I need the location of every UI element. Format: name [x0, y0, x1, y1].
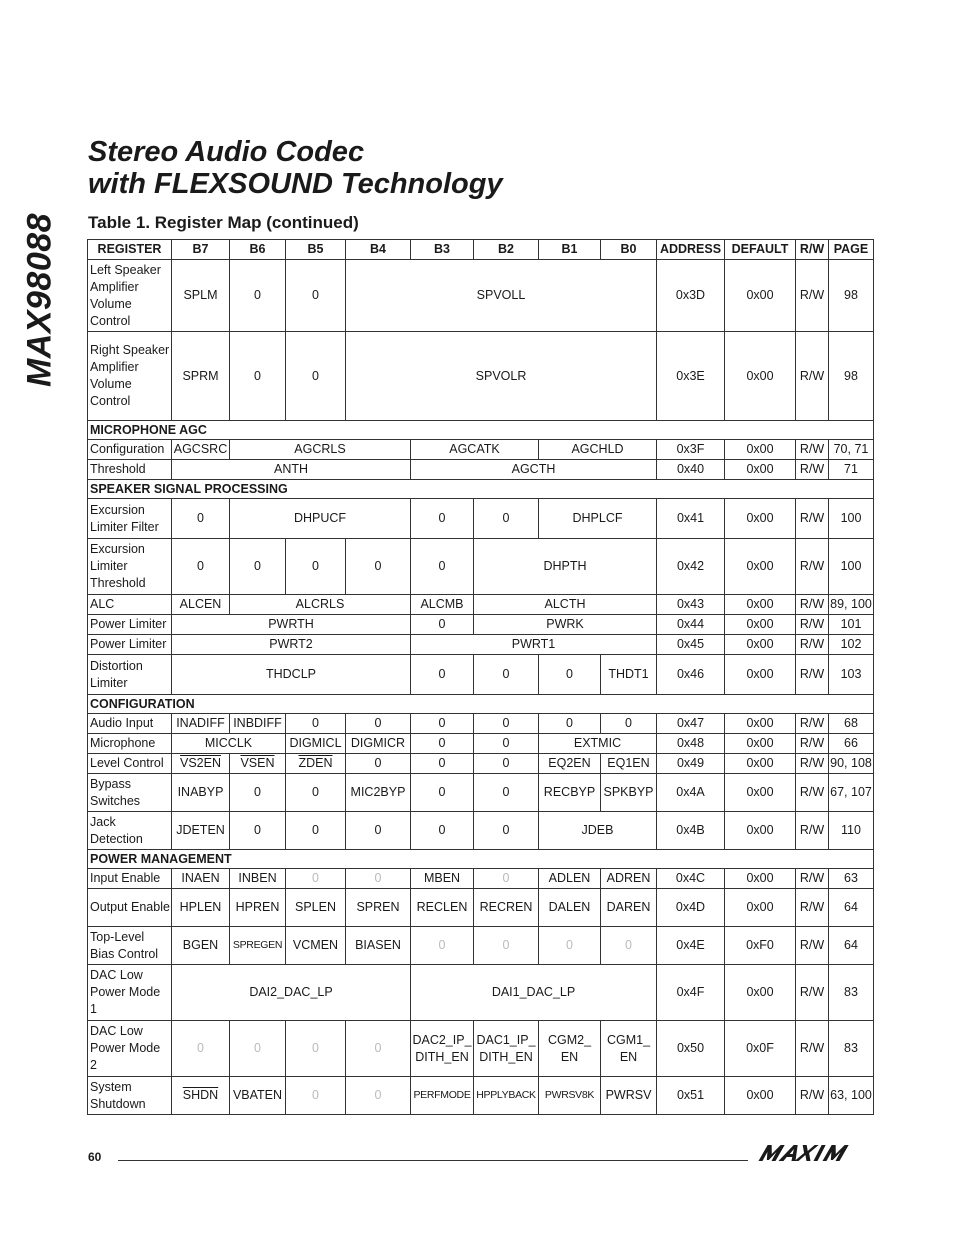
- register-name-cell: Excursion Limiter Filter: [88, 499, 172, 539]
- register-cell: INABYP: [172, 774, 230, 812]
- register-cell: JDETEN: [172, 812, 230, 850]
- column-header-b6: B6: [230, 240, 286, 260]
- column-header-page: PAGE: [829, 240, 874, 260]
- register-cell: 0: [539, 714, 601, 734]
- register-cell: 68: [829, 714, 874, 734]
- side-title: [12, 210, 68, 390]
- register-cell: 0: [346, 714, 411, 734]
- register-cell: 0x46: [657, 655, 725, 695]
- register-cell: 0x3D: [657, 260, 725, 332]
- register-cell: 0: [474, 655, 539, 695]
- register-cell: 0x00: [725, 460, 796, 480]
- register-cell: 0: [346, 1077, 411, 1115]
- register-cell: 100: [829, 539, 874, 595]
- register-cell: SPKBYP: [601, 774, 657, 812]
- register-name-cell: Microphone: [88, 734, 172, 754]
- register-cell: 0: [286, 774, 346, 812]
- register-cell: R/W: [796, 812, 829, 850]
- register-cell: PWRSV8K: [539, 1077, 601, 1115]
- section-heading: POWER MANAGEMENT: [88, 850, 874, 869]
- register-cell: BGEN: [172, 927, 230, 965]
- register-cell: R/W: [796, 927, 829, 965]
- register-cell: 0x00: [725, 774, 796, 812]
- register-cell: 0: [411, 734, 474, 754]
- register-cell: 0x00: [725, 260, 796, 332]
- register-cell: 0x3F: [657, 440, 725, 460]
- register-name-cell: Excursion Limiter Threshold: [88, 539, 172, 595]
- section-row: [88, 695, 874, 714]
- register-cell: 0: [474, 754, 539, 774]
- register-cell: ADREN: [601, 869, 657, 889]
- register-cell: 0x3E: [657, 332, 725, 421]
- register-name-cell: Output Enable: [88, 889, 172, 927]
- register-cell: 0: [411, 615, 474, 635]
- register-cell: 0: [474, 499, 539, 539]
- register-cell: DALEN: [539, 889, 601, 927]
- register-cell: 0: [286, 1021, 346, 1077]
- register-cell: DHPUCF: [230, 499, 411, 539]
- register-cell: SPREGEN: [230, 927, 286, 965]
- register-cell: SPVOLR: [346, 332, 657, 421]
- register-cell: HPREN: [230, 889, 286, 927]
- register-cell: R/W: [796, 965, 829, 1021]
- register-cell: AGCTH: [411, 460, 657, 480]
- section-row: [88, 480, 874, 499]
- register-cell: RECBYP: [539, 774, 601, 812]
- register-cell: R/W: [796, 460, 829, 480]
- register-cell: R/W: [796, 499, 829, 539]
- register-row: [88, 260, 874, 332]
- register-cell: R/W: [796, 539, 829, 595]
- register-cell: 0x00: [725, 1077, 796, 1115]
- register-cell: 110: [829, 812, 874, 850]
- register-cell: 0x41: [657, 499, 725, 539]
- register-cell: 63: [829, 869, 874, 889]
- register-cell: 0: [539, 655, 601, 695]
- document-title-line-1: Stereo Audio Codec: [88, 136, 365, 168]
- register-cell: 0x43: [657, 595, 725, 615]
- register-row: [88, 714, 874, 734]
- section-row: [88, 421, 874, 440]
- register-cell: SPLM: [172, 260, 230, 332]
- register-name-cell: Left Speaker Amplifier Volume Control: [88, 260, 172, 332]
- register-cell: 0: [286, 869, 346, 889]
- register-cell: VCMEN: [286, 927, 346, 965]
- register-cell: RECREN: [474, 889, 539, 927]
- register-cell: ZDEN: [286, 754, 346, 774]
- register-cell: 0: [286, 1077, 346, 1115]
- register-cell: CGM1_ EN: [601, 1021, 657, 1077]
- register-cell: 64: [829, 889, 874, 927]
- register-name-cell: Level Control: [88, 754, 172, 774]
- document-title-line-2: with FLEXSOUND Technology: [88, 168, 503, 200]
- register-name-cell: Power Limiter: [88, 615, 172, 635]
- register-cell: 0x00: [725, 655, 796, 695]
- register-cell: 101: [829, 615, 874, 635]
- register-cell: VSEN: [230, 754, 286, 774]
- register-cell: 103: [829, 655, 874, 695]
- register-cell: PWRTH: [172, 615, 411, 635]
- register-cell: 0x50: [657, 1021, 725, 1077]
- register-cell: DAC1_IP_ DITH_EN: [474, 1021, 539, 1077]
- register-cell: MBEN: [411, 869, 474, 889]
- register-cell: EXTMIC: [539, 734, 657, 754]
- register-cell: HPPLYBACK: [474, 1077, 539, 1115]
- register-cell: MIC2BYP: [346, 774, 411, 812]
- register-cell: MICCLK: [172, 734, 286, 754]
- register-cell: R/W: [796, 615, 829, 635]
- register-cell: PWRK: [474, 615, 657, 635]
- register-cell: VBATEN: [230, 1077, 286, 1115]
- register-row: [88, 927, 874, 965]
- register-cell: R/W: [796, 655, 829, 695]
- register-row: [88, 734, 874, 754]
- register-cell: PWRT2: [172, 635, 411, 655]
- register-cell: 0: [411, 927, 474, 965]
- register-cell: JDEB: [539, 812, 657, 850]
- register-cell: PWRT1: [411, 635, 657, 655]
- register-cell: DHPLCF: [539, 499, 657, 539]
- register-cell: DHPTH: [474, 539, 657, 595]
- column-header-address: ADDRESS: [657, 240, 725, 260]
- column-header-default: DEFAULT: [725, 240, 796, 260]
- register-cell: 64: [829, 927, 874, 965]
- register-cell: 0: [474, 869, 539, 889]
- register-name-cell: ALC: [88, 595, 172, 615]
- register-cell: 0x00: [725, 734, 796, 754]
- register-cell: 0x44: [657, 615, 725, 635]
- register-cell: 0: [346, 539, 411, 595]
- register-cell: INAEN: [172, 869, 230, 889]
- register-cell: 0x49: [657, 754, 725, 774]
- register-cell: DAI2_DAC_LP: [172, 965, 411, 1021]
- register-cell: 89, 100: [829, 595, 874, 615]
- register-cell: 0x00: [725, 714, 796, 734]
- register-cell: 0: [539, 927, 601, 965]
- register-cell: CGM2_ EN: [539, 1021, 601, 1077]
- register-cell: 0x4F: [657, 965, 725, 1021]
- register-cell: 0: [411, 774, 474, 812]
- register-row: [88, 965, 874, 1021]
- document-title: [88, 136, 788, 200]
- register-cell: 0: [474, 812, 539, 850]
- register-cell: 98: [829, 260, 874, 332]
- register-name-cell: Jack Detection: [88, 812, 172, 850]
- register-name-cell: Configuration: [88, 440, 172, 460]
- register-cell: 0: [230, 539, 286, 595]
- register-cell: 0x45: [657, 635, 725, 655]
- register-cell: 0: [286, 260, 346, 332]
- register-cell: 0x00: [725, 889, 796, 927]
- register-cell: 0x00: [725, 595, 796, 615]
- register-cell: HPLEN: [172, 889, 230, 927]
- register-row: [88, 615, 874, 635]
- register-cell: 0x00: [725, 615, 796, 635]
- register-cell: ANTH: [172, 460, 411, 480]
- column-header-b2: B2: [474, 240, 539, 260]
- register-cell: 0: [286, 812, 346, 850]
- register-cell: INADIFF: [172, 714, 230, 734]
- register-cell: 0x4B: [657, 812, 725, 850]
- register-cell: DAREN: [601, 889, 657, 927]
- register-cell: 0: [601, 714, 657, 734]
- register-row: [88, 754, 874, 774]
- register-cell: DIGMICR: [346, 734, 411, 754]
- register-cell: R/W: [796, 635, 829, 655]
- register-cell: ALCTH: [474, 595, 657, 615]
- register-cell: R/W: [796, 734, 829, 754]
- register-cell: 0: [230, 332, 286, 421]
- column-header-b3: B3: [411, 240, 474, 260]
- page-number: 60: [88, 1150, 102, 1164]
- register-cell: AGCATK: [411, 440, 539, 460]
- register-name-cell: DAC Low Power Mode 1: [88, 965, 172, 1021]
- register-cell: 0x00: [725, 965, 796, 1021]
- table-title: Table 1. Register Map (continued): [88, 213, 359, 232]
- register-cell: R/W: [796, 440, 829, 460]
- register-cell: ADLEN: [539, 869, 601, 889]
- register-cell: 83: [829, 1021, 874, 1077]
- register-cell: EQ2EN: [539, 754, 601, 774]
- register-name-cell: Right Speaker Amplifier Volume Control: [88, 332, 172, 421]
- register-cell: 0: [346, 1021, 411, 1077]
- register-cell: R/W: [796, 714, 829, 734]
- column-header-b4: B4: [346, 240, 411, 260]
- register-cell: THDT1: [601, 655, 657, 695]
- section-heading: SPEAKER SIGNAL PROCESSING: [88, 480, 874, 499]
- register-cell: 0: [346, 869, 411, 889]
- register-cell: THDCLP: [172, 655, 411, 695]
- register-row: [88, 539, 874, 595]
- register-map-table: [87, 239, 874, 1115]
- register-cell: 0: [411, 655, 474, 695]
- register-cell: BIASEN: [346, 927, 411, 965]
- column-header-b5: B5: [286, 240, 346, 260]
- register-row: [88, 869, 874, 889]
- register-name-cell: DAC Low Power Mode 2: [88, 1021, 172, 1077]
- register-cell: ALCEN: [172, 595, 230, 615]
- register-cell: 0x4C: [657, 869, 725, 889]
- register-cell: R/W: [796, 754, 829, 774]
- register-cell: 67, 107: [829, 774, 874, 812]
- register-cell: 0: [230, 1021, 286, 1077]
- register-cell: SPVOLL: [346, 260, 657, 332]
- register-cell: SPLEN: [286, 889, 346, 927]
- register-row: [88, 499, 874, 539]
- register-cell: 0: [474, 774, 539, 812]
- register-cell: 0: [172, 1021, 230, 1077]
- register-cell: 0: [411, 499, 474, 539]
- register-row: [88, 1021, 874, 1077]
- register-row: [88, 812, 874, 850]
- register-cell: R/W: [796, 260, 829, 332]
- register-cell: SHDN: [172, 1077, 230, 1115]
- table-body: [88, 260, 874, 1115]
- register-cell: SPREN: [346, 889, 411, 927]
- register-name-cell: Distortion Limiter: [88, 655, 172, 695]
- register-cell: 0x40: [657, 460, 725, 480]
- register-cell: 0x42: [657, 539, 725, 595]
- register-cell: INBDIFF: [230, 714, 286, 734]
- register-row: [88, 460, 874, 480]
- register-cell: RECLEN: [411, 889, 474, 927]
- register-cell: 0x48: [657, 734, 725, 754]
- register-cell: 0x00: [725, 499, 796, 539]
- register-cell: EQ1EN: [601, 754, 657, 774]
- register-cell: 0: [411, 714, 474, 734]
- section-row: [88, 850, 874, 869]
- register-row: [88, 889, 874, 927]
- register-cell: 0x00: [725, 440, 796, 460]
- register-cell: 0x00: [725, 754, 796, 774]
- register-cell: R/W: [796, 332, 829, 421]
- register-cell: 102: [829, 635, 874, 655]
- register-cell: R/W: [796, 1077, 829, 1115]
- register-row: [88, 1077, 874, 1115]
- register-row: [88, 332, 874, 421]
- register-cell: 0: [474, 734, 539, 754]
- register-cell: 83: [829, 965, 874, 1021]
- register-cell: 71: [829, 460, 874, 480]
- register-cell: 66: [829, 734, 874, 754]
- column-header-b7: B7: [172, 240, 230, 260]
- register-row: [88, 655, 874, 695]
- register-cell: DAI1_DAC_LP: [411, 965, 657, 1021]
- register-row: [88, 595, 874, 615]
- register-cell: 100: [829, 499, 874, 539]
- maxim-logo-icon: [756, 1144, 868, 1162]
- register-name-cell: Audio Input: [88, 714, 172, 734]
- register-cell: AGCRLS: [230, 440, 411, 460]
- register-cell: PERFMODE: [411, 1077, 474, 1115]
- register-cell: 0: [230, 774, 286, 812]
- register-cell: 0x00: [725, 812, 796, 850]
- register-cell: 0x4E: [657, 927, 725, 965]
- register-name-cell: System Shutdown: [88, 1077, 172, 1115]
- table-header-row: [88, 240, 874, 260]
- register-cell: 0: [286, 332, 346, 421]
- register-name-cell: Power Limiter: [88, 635, 172, 655]
- register-cell: 63, 100: [829, 1077, 874, 1115]
- column-header-register: REGISTER: [88, 240, 172, 260]
- register-row: [88, 440, 874, 460]
- register-cell: 0: [474, 927, 539, 965]
- register-name-cell: Bypass Switches: [88, 774, 172, 812]
- register-cell: 0: [286, 714, 346, 734]
- register-cell: 0: [172, 499, 230, 539]
- register-cell: 0: [286, 539, 346, 595]
- column-header-r-w: R/W: [796, 240, 829, 260]
- register-cell: 0: [411, 539, 474, 595]
- register-cell: R/W: [796, 1021, 829, 1077]
- register-cell: 0x51: [657, 1077, 725, 1115]
- column-header-b1: B1: [539, 240, 601, 260]
- side-title-text: MAX98088: [20, 212, 59, 388]
- register-cell: 0x00: [725, 332, 796, 421]
- register-cell: 0: [601, 927, 657, 965]
- register-cell: 0: [230, 260, 286, 332]
- register-row: [88, 635, 874, 655]
- register-cell: 0x47: [657, 714, 725, 734]
- register-cell: 70, 71: [829, 440, 874, 460]
- register-cell: 90, 108: [829, 754, 874, 774]
- register-cell: 0: [346, 812, 411, 850]
- register-cell: ALCRLS: [230, 595, 411, 615]
- register-cell: 0x4A: [657, 774, 725, 812]
- register-cell: AGCHLD: [539, 440, 657, 460]
- register-cell: R/W: [796, 774, 829, 812]
- register-cell: 98: [829, 332, 874, 421]
- register-cell: 0: [230, 812, 286, 850]
- register-cell: INBEN: [230, 869, 286, 889]
- register-cell: DIGMICL: [286, 734, 346, 754]
- register-cell: VS2EN: [172, 754, 230, 774]
- register-cell: 0: [411, 754, 474, 774]
- register-cell: 0: [411, 812, 474, 850]
- register-cell: DAC2_IP_ DITH_EN: [411, 1021, 474, 1077]
- register-name-cell: Top-Level Bias Control: [88, 927, 172, 965]
- register-cell: R/W: [796, 869, 829, 889]
- footer-divider: [118, 1160, 748, 1161]
- register-cell: R/W: [796, 889, 829, 927]
- register-row: [88, 774, 874, 812]
- register-cell: AGCSRC: [172, 440, 230, 460]
- column-header-b0: B0: [601, 240, 657, 260]
- register-cell: 0x4D: [657, 889, 725, 927]
- register-cell: 0: [172, 539, 230, 595]
- section-heading: CONFIGURATION: [88, 695, 874, 714]
- register-cell: ALCMB: [411, 595, 474, 615]
- register-cell: 0xF0: [725, 927, 796, 965]
- register-cell: SPRM: [172, 332, 230, 421]
- section-heading: MICROPHONE AGC: [88, 421, 874, 440]
- register-cell: 0x00: [725, 539, 796, 595]
- register-cell: 0x00: [725, 635, 796, 655]
- register-cell: PWRSV: [601, 1077, 657, 1115]
- register-name-cell: Input Enable: [88, 869, 172, 889]
- register-name-cell: Threshold: [88, 460, 172, 480]
- register-cell: 0x00: [725, 869, 796, 889]
- register-cell: 0: [346, 754, 411, 774]
- register-cell: 0: [474, 714, 539, 734]
- register-cell: 0x0F: [725, 1021, 796, 1077]
- register-cell: R/W: [796, 595, 829, 615]
